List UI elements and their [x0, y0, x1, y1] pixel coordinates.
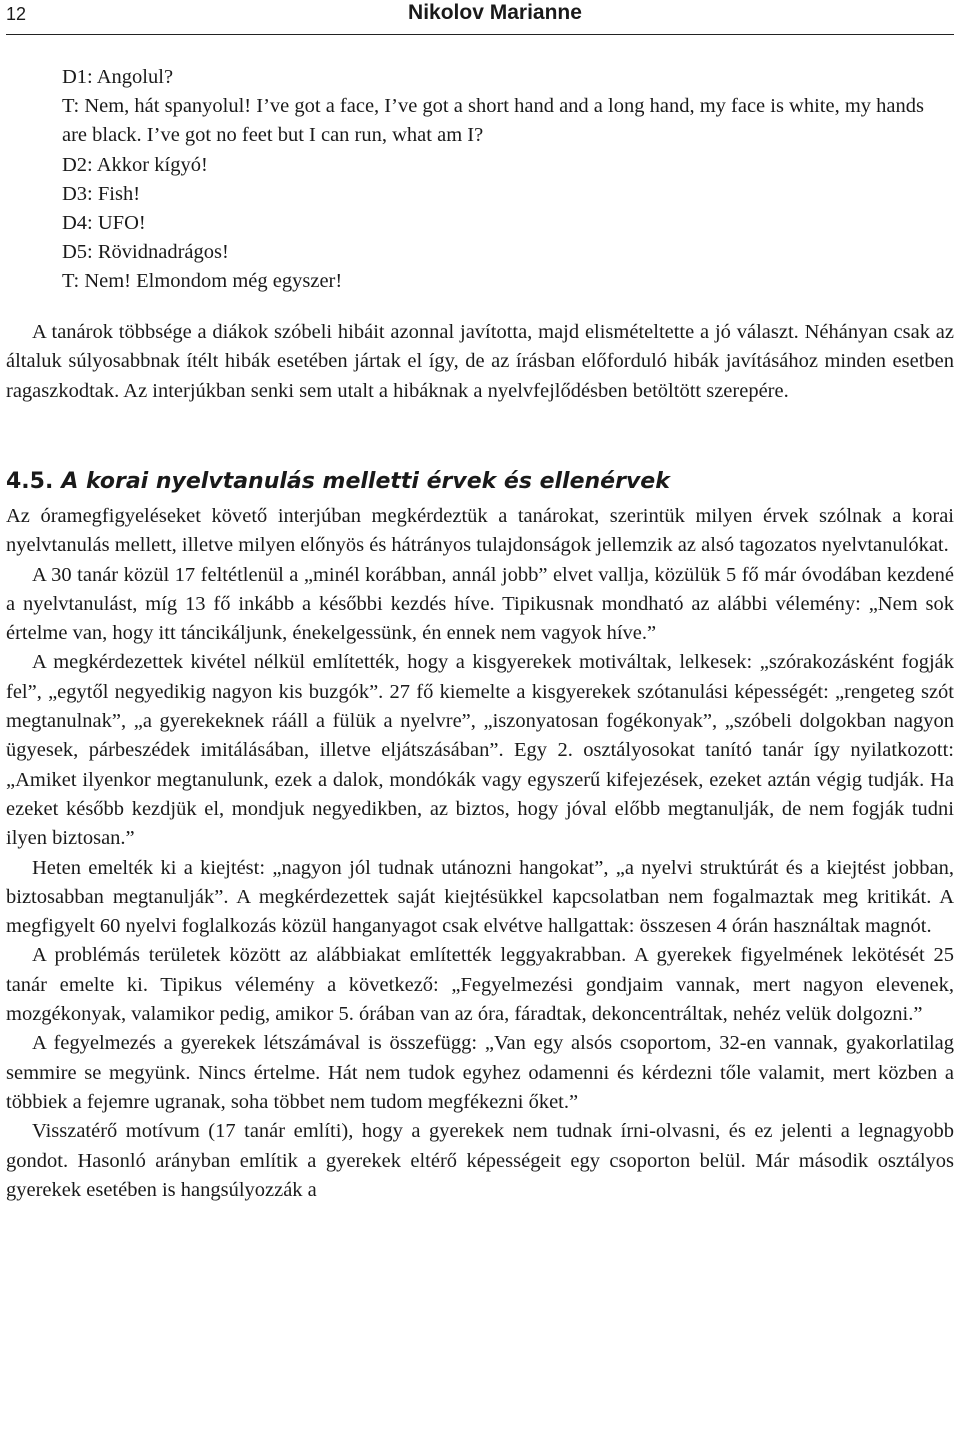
dialogue-line: T: Nem! Elmondom még egyszer! — [62, 270, 343, 293]
dialogue-line: D4: UFO! — [62, 212, 146, 235]
body-paragraph: Heten emelték ki a kiejtést: „nagyon jól tudnak utánozni hangokat”, „a nyelvi struktúrát és a kiejtést jobban, biztosabban megtanulják”. A megkérdezettek saját kiejtésükkel kapcsolatban nem fogalmaztak meg kritikát. A megfigyelt 60 nyelvi foglalkozás közül hanganyagot csak elvétve hallgattak: összesen 4 órán használtak magnót. — [6, 856, 954, 938]
dialogue-transcript — [62, 63, 932, 297]
body-text-after-section — [0, 502, 960, 1205]
body-paragraph: A problémás területek között az alábbiakat említették leggyakrabban. A gyerekek figyelmének lekötését 25 tanár emelte ki. Tipikus vélemény a következő: „Fegyelmezési gondjaim vannak, mert nagyon elevenek, mozgékonyak, valamikor pedig, amikor 5. órában van az óra, fáradtak, dekoncentráltak, nehéz velük dolgozni.” — [6, 944, 954, 1026]
body-paragraph: A tanárok többsége a diákok szóbeli hibáit azonnal javította, majd elismételtette a jó választ. Néhányan csak az általuk súlyosabbnak ítélt hibák esetében jártak el így, de az írásban előforduló hibák javításához minden esetben ragaszkodtak. Az interjúkban senki sem utalt a hibáknak a nyelvfejlődésben betöltött szerepére. — [6, 321, 954, 402]
body-paragraph: Az óramegfigyeléseket követő interjúban megkérdeztük a tanárokat, szerintük milyen érvek szólnak a korai nyelvtanulás mellett, illetve milyen előnyös és hátrányos tulajdonságok jellemzik az alsó tagozatos nyelvtanulókat. — [6, 505, 954, 557]
section-title: A korai nyelvtanulás melletti érvek és ellenérvek — [61, 469, 670, 494]
body-paragraph: A megkérdezettek kivétel nélkül említették, hogy a kisgyerekek motiváltak, lelkesek: „szórakozásként fogják fel”, „egytől negyedikig nagyon kis buzgók”. 27 fő kiemelte a kisgyerekek szótanulási képességét: „rengeteg szót megtanulnak”, „a gyerekeknek rááll a fülük a nyelvre”, „iszonyatosan fogékonyak”, „szóbeli dolgokban nagyon ügyesek, párbeszédek imitálásában, illetve eljátszásában”. Egy 2. osztályosokat tanító tanár így nyilatkozott: „Amiket ilyenkor megtanulunk, ezek a dalok, mondókák vagy egyszerű kifejezések, ezeket aztán végig tudják. Ha ezeket később kezdjük el, mondjuk negyedikben, az biztos, hogy jóval előbb megtanulják, de nem fogják tudni ilyen biztosan.” — [6, 651, 954, 850]
body-paragraph: A fegyelmezés a gyerekek létszámával is összefügg: „Van egy alsós csoportom, 32-en vannak, gyakorlatilag semmire se megyünk. Nincs értelme. Hát nem tudok egyhez odamenni és kérdezni tőle valamit, mert közben a többiek a fejemre ugranak, soha többet nem tudom megfékezni őket.” — [6, 1032, 954, 1113]
dialogue-line: D3: Fish! — [62, 182, 141, 205]
section-number: 4.5. — [6, 469, 54, 494]
running-title: Nikolov Marianne — [408, 1, 582, 24]
body-text-before-section — [0, 318, 960, 406]
header-rule — [6, 34, 954, 35]
dialogue-line: D1: Angolul? — [62, 66, 174, 88]
dialogue-line: D5: Rövidnadrágos! — [62, 241, 229, 264]
dialogue-line: D2: Akkor kígyó! — [62, 153, 208, 176]
section-heading — [6, 467, 946, 497]
body-paragraph: A 30 tanár közül 17 feltétlenül a „minél korábban, annál jobb” elvet vallja, közülük 5 fő már óvodában kezdené a nyelvtanulást, míg 13 fő inkább a későbbi kezdés híve. Tipikusnak mondható az alábbi vélemény: „Nem sok értelme van, hogy itt táncikáljunk, énekelgessünk, én ennek nem vagyok híve.” — [6, 563, 954, 645]
body-paragraph: Visszatérő motívum (17 tanár említi), hogy a gyerekek nem tudnak írni-olvasni, és ez jelenti a legnagyobb gondot. Hasonló arányban említik a gyerekek eltérő képességeit egy csoporton belül. Már második osztályos gyerekek esetében is hangsúlyozzák a — [6, 1120, 954, 1201]
page-number: 12 — [6, 4, 27, 24]
dialogue-line: T: Nem, hát spanyolul! I’ve got a face, I’ve got a short hand and a long hand, my face is white, my hands are black. I’ve got no feet but I can run, what am I? — [62, 95, 925, 147]
running-head — [6, 0, 954, 34]
